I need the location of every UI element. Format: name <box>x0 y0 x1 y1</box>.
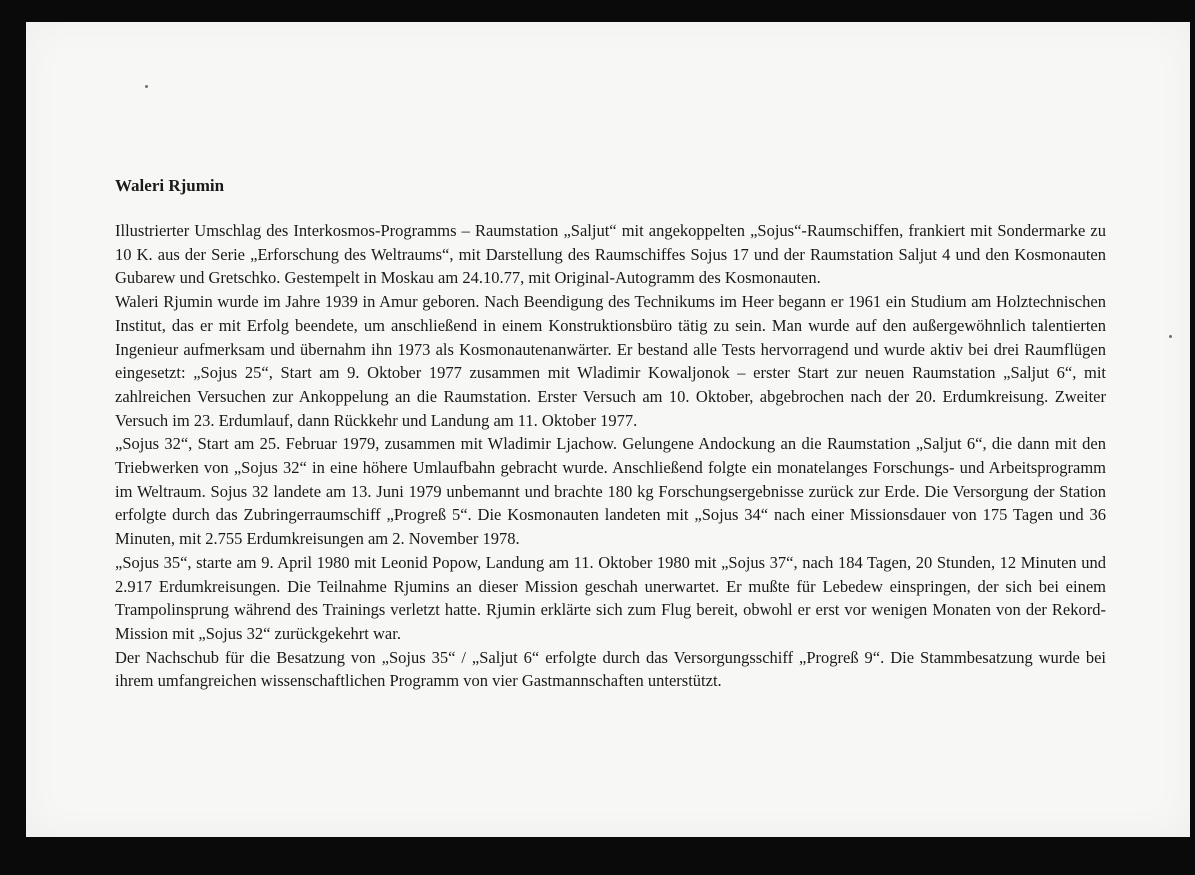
paper-speck <box>145 85 148 88</box>
paper-speck <box>1169 335 1172 338</box>
paragraph-sojus-35: „Sojus 35“, starte am 9. April 1980 mit Leonid Popow, Landung am 11. Oktober 1980 mit „Sojus 37“, nach 184 Tagen, 20 Stunden, 12 Minuten und 2.917 Erdumkreisungen. Die Teilnahme Rjumins an dieser Mission geschah unerwartet. Er mußte für Lebedew einspringen, der sich bei einem Trampolinsprung während des Trainings verletzt hatte. Rjumin erklärte sich zum Flug bereit, obwohl er erst vor wenigen Monaten von der Rekord-Mission mit „Sojus 32“ zurückgekehrt war. <box>115 552 1106 643</box>
paragraph-sojus-32: „Sojus 32“, Start am 25. Februar 1979, zusammen mit Wladimir Ljachow. Gelungene Andockung an die Raumstation „Saljut 6“, die dann mit den Triebwerken von „Sojus 32“ in eine höhere Umlaufbahn gebracht wurde. Anschließend folgte ein monatelanges Forschungs- und Arbeitsprogramm im Weltraum. Sojus 32 landete am 13. Juni 1979 unbemannt und brachte 180 kg Forschungsergebnisse zurück zur Erde. Die Versorgung der Station erfolgte durch das Zubringerraumschiff „Progreß 5“. Die Kosmonauten landeten mit „Sojus 34“ nach einer Missionsdauer von 175 Tagen und 36 Minuten, mit 2.755 Erdumkreisungen am 2. November 1978. <box>115 434 1106 549</box>
paragraph-envelope-description: Illustrierter Umschlag des Interkosmos-Programms – Raumstation „Saljut“ mit angekoppelten „Sojus“-Raumschiffen, frankiert mit Sondermarke zu 10 K. aus der Serie „Erforschung des Weltraums“, mit Darstellung des Raumschiffes Sojus 17 und der Raumstation Saljut 4 und den Kosmonauten Gubarew und Gretschko. Gestempelt in Moskau am 24.10.77, mit Original-Autogramm des Kosmonauten. <box>115 221 1106 288</box>
document-sheet <box>26 22 1190 837</box>
document-body <box>115 174 1106 693</box>
document-title: Waleri Rjumin <box>115 176 225 195</box>
paragraph-biography: Waleri Rjumin wurde im Jahre 1939 in Amur geboren. Nach Beendigung des Technikums im Heer begann er 1961 ein Studium am Holztechnischen Institut, das er mit Erfolg beendete, um anschließend in einem Konstruktionsbüro tätig zu sein. Man wurde auf den außergewöhnlich talentierten Ingenieur aufmerksam und übernahm ihn 1973 als Kosmonautenanwärter. Er bestand alle Tests hervorragend und wurde aktiv bei drei Raumflügen eingesetzt: „Sojus 25“, Start am 9. Oktober 1977 zusammen mit Wladimir Kowaljonok – erster Start zur neuen Raumstation „Saljut 6“, mit zahlreichen Versuchen zur Ankoppelung an die Raumstation. Erster Versuch am 10. Oktober, abgebrochen nach der 20. Erdumkreisung. Zweiter Versuch im 23. Erdumlauf, dann Rückkehr und Landung am 11. Oktober 1977. <box>115 292 1106 430</box>
paragraph-supply: Der Nachschub für die Besatzung von „Sojus 35“ / „Saljut 6“ erfolgte durch das Versorgungsschiff „Progreß 9“. Die Stammbesatzung wurde bei ihrem umfangreichen wissenschaftlichen Programm von vier Gastmannschaften unterstützt. <box>115 647 1106 691</box>
